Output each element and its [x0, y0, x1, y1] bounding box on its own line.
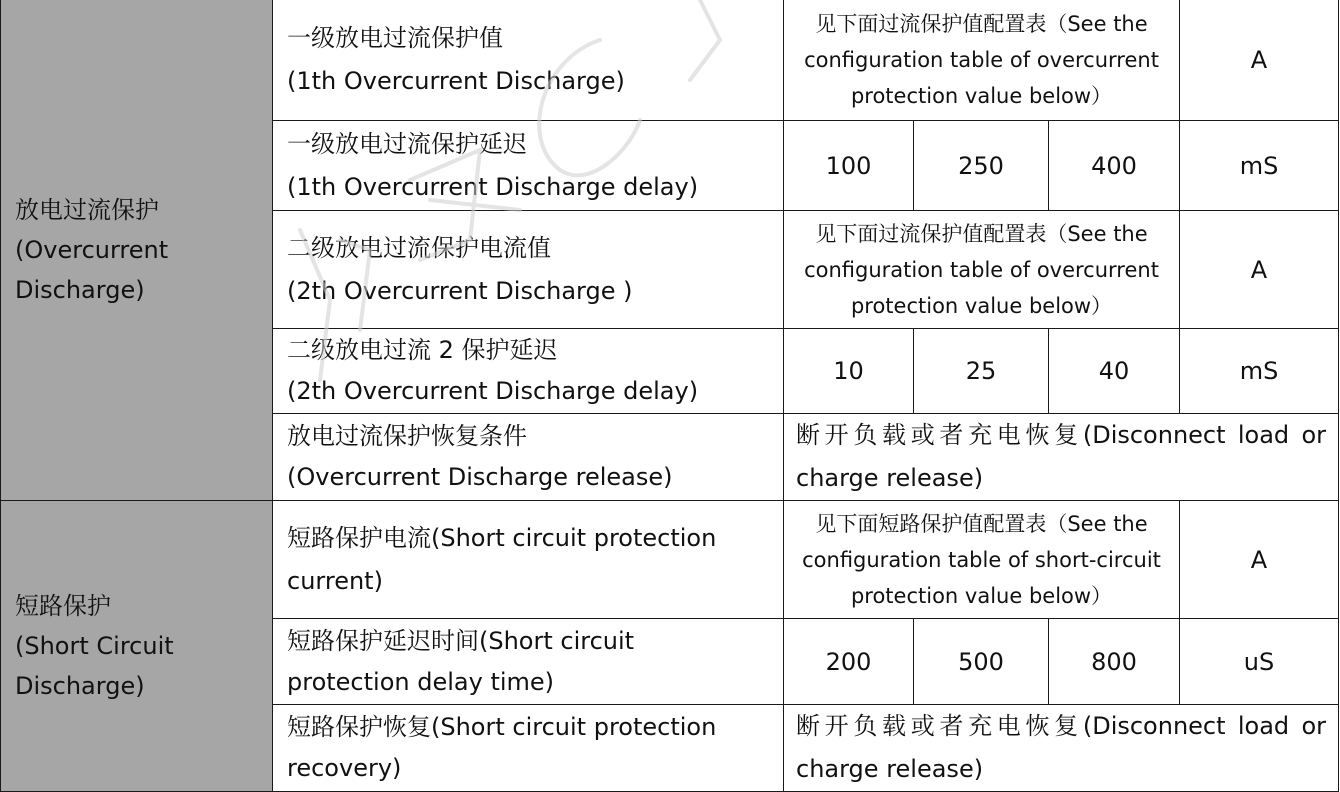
unit-cell: mS [1180, 121, 1339, 211]
table-row [1, 501, 1339, 619]
config-reference: 见下面过流保护值配置表（See the configuration table of overcurrent protection value below） [784, 0, 1180, 121]
value-cell: 200 [784, 619, 914, 705]
unit-cell: uS [1180, 619, 1339, 705]
value-cell: 400 [1049, 121, 1180, 211]
unit-cell: A [1180, 211, 1339, 329]
category-short-circuit: 短路保护 (Short Circuit Discharge) [1, 501, 273, 792]
param-overcurrent-release: 放电过流保护恢复条件 (Overcurrent Discharge release) [273, 414, 784, 501]
value-cell: 800 [1049, 619, 1180, 705]
param-1th-overcurrent-delay: 一级放电过流保护延迟 (1th Overcurrent Discharge delay) [273, 121, 784, 211]
value-cell: 100 [784, 121, 914, 211]
unit-cell: mS [1180, 329, 1339, 414]
config-reference: 见下面短路保护值配置表（See the configuration table of short-circuit protection value below） [784, 501, 1180, 619]
release-condition: 断开负载或者充电恢复(Disconnect load or charge release) [784, 414, 1339, 501]
value-cell: 250 [914, 121, 1049, 211]
config-reference: 见下面过流保护值配置表（See the configuration table of overcurrent protection value below） [784, 211, 1180, 329]
table-row [1, 0, 1339, 121]
param-short-circuit-current: 短路保护电流(Short circuit protection current) [273, 501, 784, 619]
param-1th-overcurrent: 一级放电过流保护值 (1th Overcurrent Discharge) [273, 0, 784, 121]
param-short-circuit-recovery: 短路保护恢复(Short circuit protection recovery) [273, 705, 784, 792]
param-2th-overcurrent: 二级放电过流保护电流值 (2th Overcurrent Discharge ) [273, 211, 784, 329]
unit-cell: A [1180, 0, 1339, 121]
category-overcurrent-discharge: 放电过流保护 (Overcurrent Discharge) [1, 0, 273, 501]
unit-cell: A [1180, 501, 1339, 619]
param-short-circuit-delay: 短路保护延迟时间(Short circuit protection delay time) [273, 619, 784, 705]
value-cell: 25 [914, 329, 1049, 414]
value-cell: 500 [914, 619, 1049, 705]
value-cell: 10 [784, 329, 914, 414]
value-cell: 40 [1049, 329, 1180, 414]
param-2th-overcurrent-delay: 二级放电过流 2 保护延迟 (2th Overcurrent Discharge delay) [273, 329, 784, 414]
release-condition: 断开负载或者充电恢复(Disconnect load or charge release) [784, 705, 1339, 792]
